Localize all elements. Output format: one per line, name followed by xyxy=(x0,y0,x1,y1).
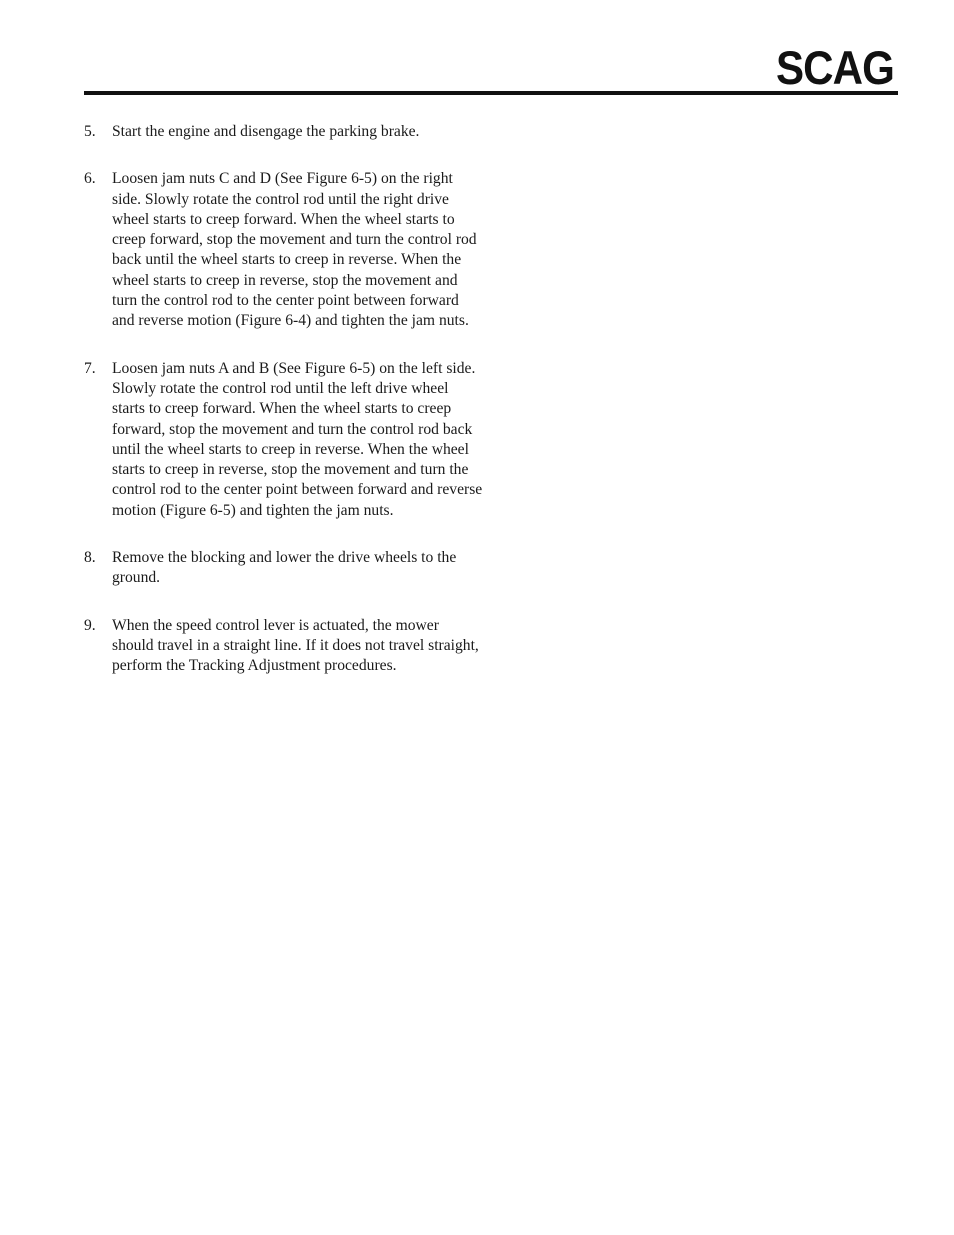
procedure-steps xyxy=(84,122,484,704)
header-rule xyxy=(84,91,898,95)
step-number: 5. xyxy=(84,123,96,140)
step-7 xyxy=(84,359,484,521)
step-9 xyxy=(84,616,484,677)
step-6 xyxy=(84,169,484,331)
step-number: 7. xyxy=(84,359,96,377)
step-text: Remove the blocking and lower the drive wheels to the ground. xyxy=(112,549,457,587)
scag-logo-icon xyxy=(776,44,900,88)
scag-logo-graphic xyxy=(776,44,900,88)
step-5 xyxy=(84,122,484,142)
page-header xyxy=(0,0,954,100)
step-number: 9. xyxy=(84,616,96,634)
step-text: Loosen jam nuts C and D (See Figure 6-5) on the right side. Slowly rotate the control rod until the right drive wheel starts to creep forward. When the wheel starts to creep forward, stop the movement and turn the control rod back until the wheel starts to creep in reverse. When the wheel starts to creep in reverse, stop the movement and turn the control rod to the center point between forward and reverse motion (Figure 6-4) and tighten the jam nuts. xyxy=(112,170,477,330)
svg-text:SCAG: SCAG xyxy=(776,44,894,88)
step-number: 8. xyxy=(84,549,96,567)
step-text: Start the engine and disengage the parking brake. xyxy=(112,123,420,140)
step-8 xyxy=(84,548,484,589)
step-text: When the speed control lever is actuated, the mower should travel in a straight line. If it does not travel straight, perform the Tracking Adjustment procedures. xyxy=(112,616,479,675)
step-number: 6. xyxy=(84,170,96,188)
step-text: Loosen jam nuts A and B (See Figure 6-5) on the left side. Slowly rotate the control rod until the left drive wheel starts to creep forward. When the wheel starts to creep forward, stop the movement and turn the control rod back until the wheel starts to creep in reverse. When the wheel starts to creep in reverse, stop the movement and turn the control rod to the center point between forward and reverse motion (Figure 6-5) and tighten the jam nuts. xyxy=(112,359,483,519)
